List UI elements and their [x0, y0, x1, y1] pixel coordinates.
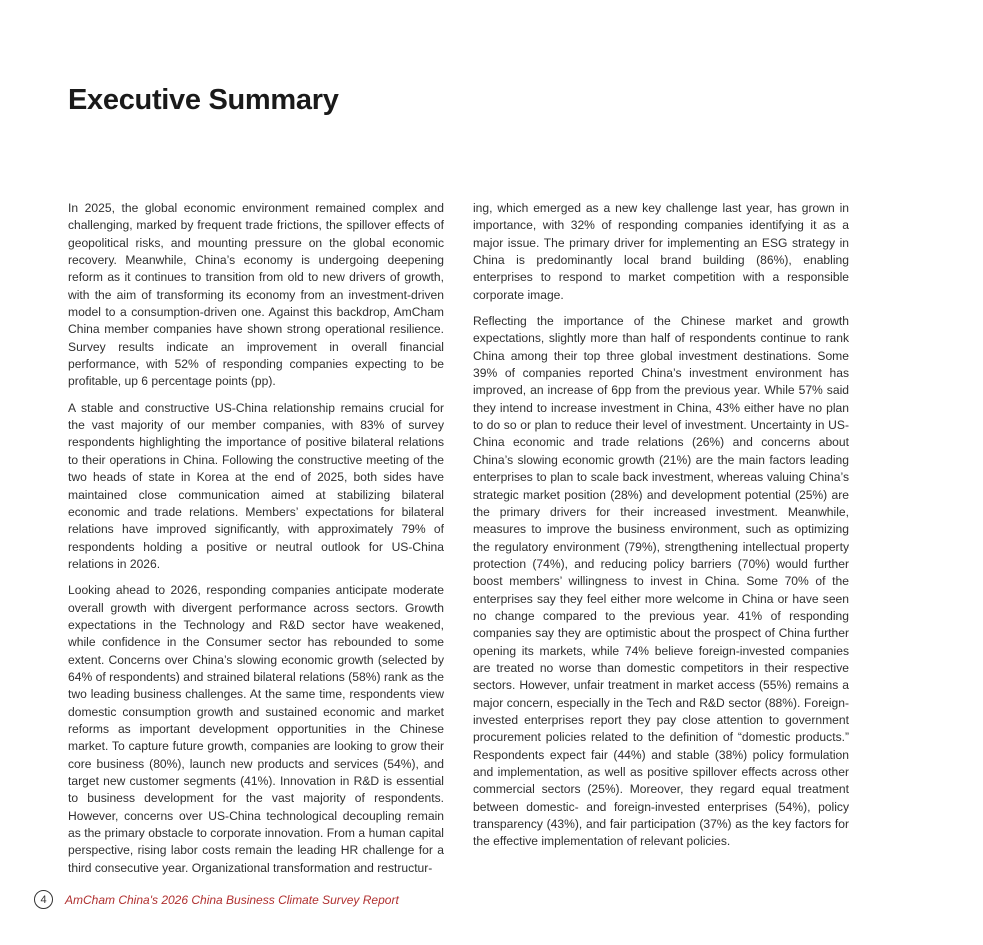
- paragraph: ing, which emerged as a new key challenge last year, has grown in importance, with 32% of responding companies identifying it as a major issue. The primary driver for implementing an ESG strategy in China is predominantly local brand building (86%), enabling enterprises to respond to market competition with a responsible corporate image.: [473, 201, 849, 302]
- paragraph: In 2025, the global economic environment remained complex and challenging, marked by frequent trade frictions, the spillover effects of geopolitical risks, and mounting pressure on the global economic recovery. Meanwhile, China’s economy is undergoing deepening reform as it continues to transition from old to new drivers of growth, with the aim of transforming its economy from an investment-driven model to a consumption-driven one. Against this backdrop, AmCham China member companies have shown strong operational resilience. Survey results indicate an improvement in overall financial performance, with 52% of responding companies expecting to be profitable, up 6 percentage points (pp).: [68, 201, 444, 389]
- left-column: [68, 200, 444, 886]
- paragraph: A stable and constructive US-China relationship remains crucial for the vast majority of our member companies, with 83% of survey respondents highlighting the importance of positive bilateral relations to their operations in China. Following the constructive meeting of the two heads of state in Korea at the end of 2025, both sides have maintained close communication aimed at stabilizing bilateral economic and trade relations. Members’ expectations for bilateral relations have improved significantly, with approximately 79% of respondents holding a positive or neutral outlook for US-China relations in 2026.: [68, 400, 444, 571]
- page-footer: [34, 890, 399, 909]
- page-number: 4: [34, 890, 53, 909]
- paragraph: Looking ahead to 2026, responding companies anticipate moderate overall growth with divergent performance across sectors. Growth expectations in the Technology and R&D sector have weakened, while confidence in the Consumer sector has rebounded to some extent. Concerns over China’s slowing economic growth (selected by 64% of respondents) and strained bilateral relations (58%) rank as the two leading business challenges. At the same time, respondents view domestic consumption growth and sustained economic and market reforms as important development opportunities in the Chinese market. To capture future growth, companies are looking to grow their core business (80%), launch new products and services (54%), and target new customer segments (41%). Innovation in R&D is essential to business development for the vast majority of respondents. However, concerns over US-China technological decoupling remain as the primary obstacle to corporate innovation. From a human capital perspective, rising labor costs remain the leading HR challenge for a third consecutive year. Organizational transformation and restructur-: [68, 583, 444, 875]
- paragraph: Reflecting the importance of the Chinese market and growth expectations, slightly more than half of respondents continue to rank China among their top three global investment destinations. Some 39% of companies reported China’s investment environment has improved, an increase of 6pp from the previous year. While 57% said they intend to increase investment in China, 43% either have no plan to do so or plan to reduce their level of investment. Uncertainty in US-China economic and trade relations (26%) and concerns about China’s slowing economic growth (21%) are the main factors leading enterprises to plan to scale back investment, whereas valuing China’s strategic market position (28%) and development potential (25%) are the primary drivers for their increased investment. Meanwhile, measures to improve the business environment, such as optimizing the regulatory environment (79%), strengthening intellectual property protection (74%), and reducing policy barriers (70%) would further boost members’ willingness to invest in China. Some 70% of the enterprises say they feel either more welcome in China or have seen no change compared to the previous year. 41% of responding companies say they are optimistic about the prospect of China further opening its markets, while 74% believe foreign-invested companies are treated no worse than domestic competitors in their respective sectors. However, unfair treatment in market access (55%) remains a major concern, especially in the Tech and R&D sector (88%). Foreign-invested enterprises report they pay close attention to government procurement policies related to the definition of “domestic products.” Respondents expect fair (44%) and stable (38%) policy formulation and implementation, as well as positive spillover effects across other commercial sectors (25%). Moreover, they regard equal treatment between domestic- and foreign-invested enterprises (54%), policy transparency (43%), and fair participation (37%) as the key factors for the effective implementation of relevant policies.: [473, 314, 849, 849]
- page-title: Executive Summary: [68, 84, 339, 116]
- footer-report-title: AmCham China's 2026 China Business Climate Survey Report: [65, 892, 399, 907]
- right-column: [473, 200, 849, 860]
